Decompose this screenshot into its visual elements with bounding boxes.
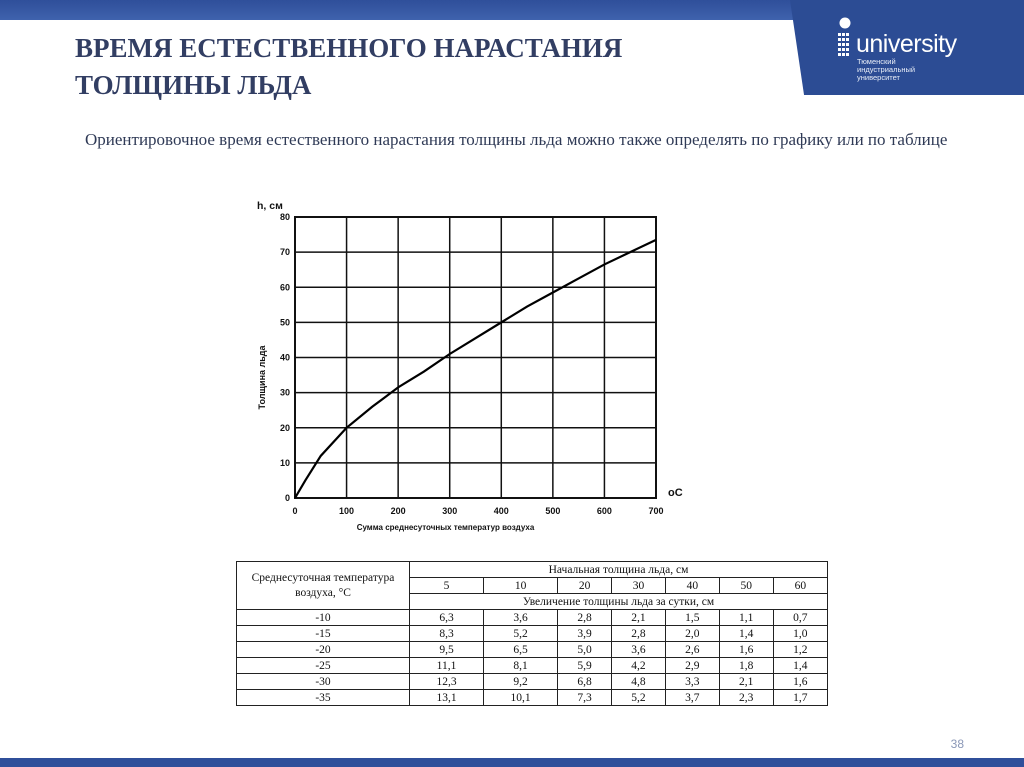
table-corner-header: Среднесуточная температура воздуха, °С (237, 562, 410, 610)
table-row-label: -15 (237, 626, 410, 642)
table-cell: 1,6 (719, 642, 773, 658)
university-logo-icon (836, 16, 854, 76)
title-line: ВРЕМЯ ЕСТЕСТВЕННОГО НАРАСТАНИЯ (75, 33, 623, 63)
table-row (237, 658, 828, 674)
table-cell: 3,7 (665, 690, 719, 706)
table-cell: 2,9 (665, 658, 719, 674)
table-cell: 3,3 (665, 674, 719, 690)
table-cell: 2,1 (612, 610, 666, 626)
table-cell: 12,3 (410, 674, 484, 690)
table-cell: 3,6 (484, 610, 558, 626)
table-group-header: Увеличение толщины льда за сутки, см (410, 594, 828, 610)
table-cell: 2,8 (558, 610, 612, 626)
table-cell: 2,8 (612, 626, 666, 642)
table-cell: 1,0 (773, 626, 827, 642)
table-cell: 1,6 (773, 674, 827, 690)
x-tick-label: 200 (390, 506, 406, 516)
table-cell: 5,9 (558, 658, 612, 674)
y-tick-label: 0 (284, 493, 290, 503)
x-tick-label: 500 (545, 506, 561, 516)
bottom-bar (0, 758, 1024, 767)
table-row-label: -10 (237, 610, 410, 626)
table-cell: 11,1 (410, 658, 484, 674)
table-cell: 3,9 (558, 626, 612, 642)
table-cell: 10,1 (484, 690, 558, 706)
x-tick-label: 600 (596, 506, 612, 516)
ice-growth-chart (240, 192, 683, 542)
table-cell: 8,3 (410, 626, 484, 642)
table-column-header: 50 (719, 578, 773, 594)
y-tick-label: 30 (279, 387, 290, 398)
x-tick-label: 100 (339, 506, 355, 516)
intro-paragraph (40, 126, 956, 153)
table-cell: 0,7 (773, 610, 827, 626)
table-cell: 1,1 (719, 610, 773, 626)
x-tick-label: 300 (442, 506, 458, 516)
table-cell: 6,3 (410, 610, 484, 626)
y-axis-top-label: h, см (257, 200, 283, 212)
y-tick-label: 80 (279, 212, 290, 222)
y-tick-label: 20 (279, 422, 290, 433)
table-group-header: Начальная толщина льда, см (410, 562, 828, 578)
table-cell: 9,2 (484, 674, 558, 690)
y-tick-label: 40 (279, 352, 290, 363)
table-cell: 4,2 (612, 658, 666, 674)
table-cell: 5,2 (484, 626, 558, 642)
table-row (237, 690, 828, 706)
table-cell: 2,0 (665, 626, 719, 642)
table-cell: 1,4 (773, 658, 827, 674)
table-column-header: 20 (558, 578, 612, 594)
logo-sub-line: университет (857, 73, 900, 82)
ice-growth-table (236, 561, 828, 706)
table-cell: 1,8 (719, 658, 773, 674)
table-cell: 4,8 (612, 674, 666, 690)
table-cell: 1,7 (773, 690, 827, 706)
table-cell: 8,1 (484, 658, 558, 674)
table-row (237, 626, 828, 642)
table-row (237, 674, 828, 690)
page-number: 38 (950, 737, 964, 751)
x-axis-label: Сумма среднесуточных температур воздуха (356, 523, 535, 532)
y-tick-label: 70 (279, 247, 290, 258)
table-column-header: 60 (773, 578, 827, 594)
y-tick-label: 50 (279, 317, 290, 328)
table-cell: 5,0 (558, 642, 612, 658)
title-line: ТОЛЩИНЫ ЛЬДА (75, 70, 312, 100)
table-row (237, 610, 828, 626)
table-cell: 2,3 (719, 690, 773, 706)
table-column-header: 30 (612, 578, 666, 594)
slide-title (75, 30, 775, 104)
table-header-row (237, 562, 828, 578)
table-cell: 7,3 (558, 690, 612, 706)
table-column-header: 40 (665, 578, 719, 594)
x-axis-unit-label: oC (668, 487, 683, 499)
table-cell: 3,6 (612, 642, 666, 658)
table-cell: 6,5 (484, 642, 558, 658)
table-row-label: -20 (237, 642, 410, 658)
table-row-label: -30 (237, 674, 410, 690)
table-cell: 13,1 (410, 690, 484, 706)
x-tick-label: 700 (648, 506, 664, 516)
table-cell: 6,8 (558, 674, 612, 690)
table-column-header: 10 (484, 578, 558, 594)
x-tick-label: 0 (292, 506, 298, 516)
table-cell: 9,5 (410, 642, 484, 658)
y-tick-label: 60 (279, 282, 290, 293)
x-tick-label: 400 (493, 506, 509, 516)
table-cell: 5,2 (612, 690, 666, 706)
table-row-label: -25 (237, 658, 410, 674)
table-cell: 2,1 (719, 674, 773, 690)
table-row (237, 642, 828, 658)
intro-text: Ориентировочное время естественного нарастания толщины льда можно также определять по графику или по таблице (85, 130, 948, 149)
table-cell: 1,5 (665, 610, 719, 626)
table-cell: 1,4 (719, 626, 773, 642)
table-column-header: 5 (410, 578, 484, 594)
logo-subtitle (857, 58, 947, 82)
logo-wordmark: university (856, 30, 957, 58)
y-tick-label: 10 (279, 457, 290, 468)
logo-sub-line: Тюменский (857, 57, 896, 66)
series-line (295, 240, 656, 498)
table-cell: 1,2 (773, 642, 827, 658)
logo-sub-line: индустриальный (857, 65, 916, 74)
table-row-label: -35 (237, 690, 410, 706)
y-axis-label: Толщина льда (257, 345, 267, 410)
table-cell: 2,6 (665, 642, 719, 658)
